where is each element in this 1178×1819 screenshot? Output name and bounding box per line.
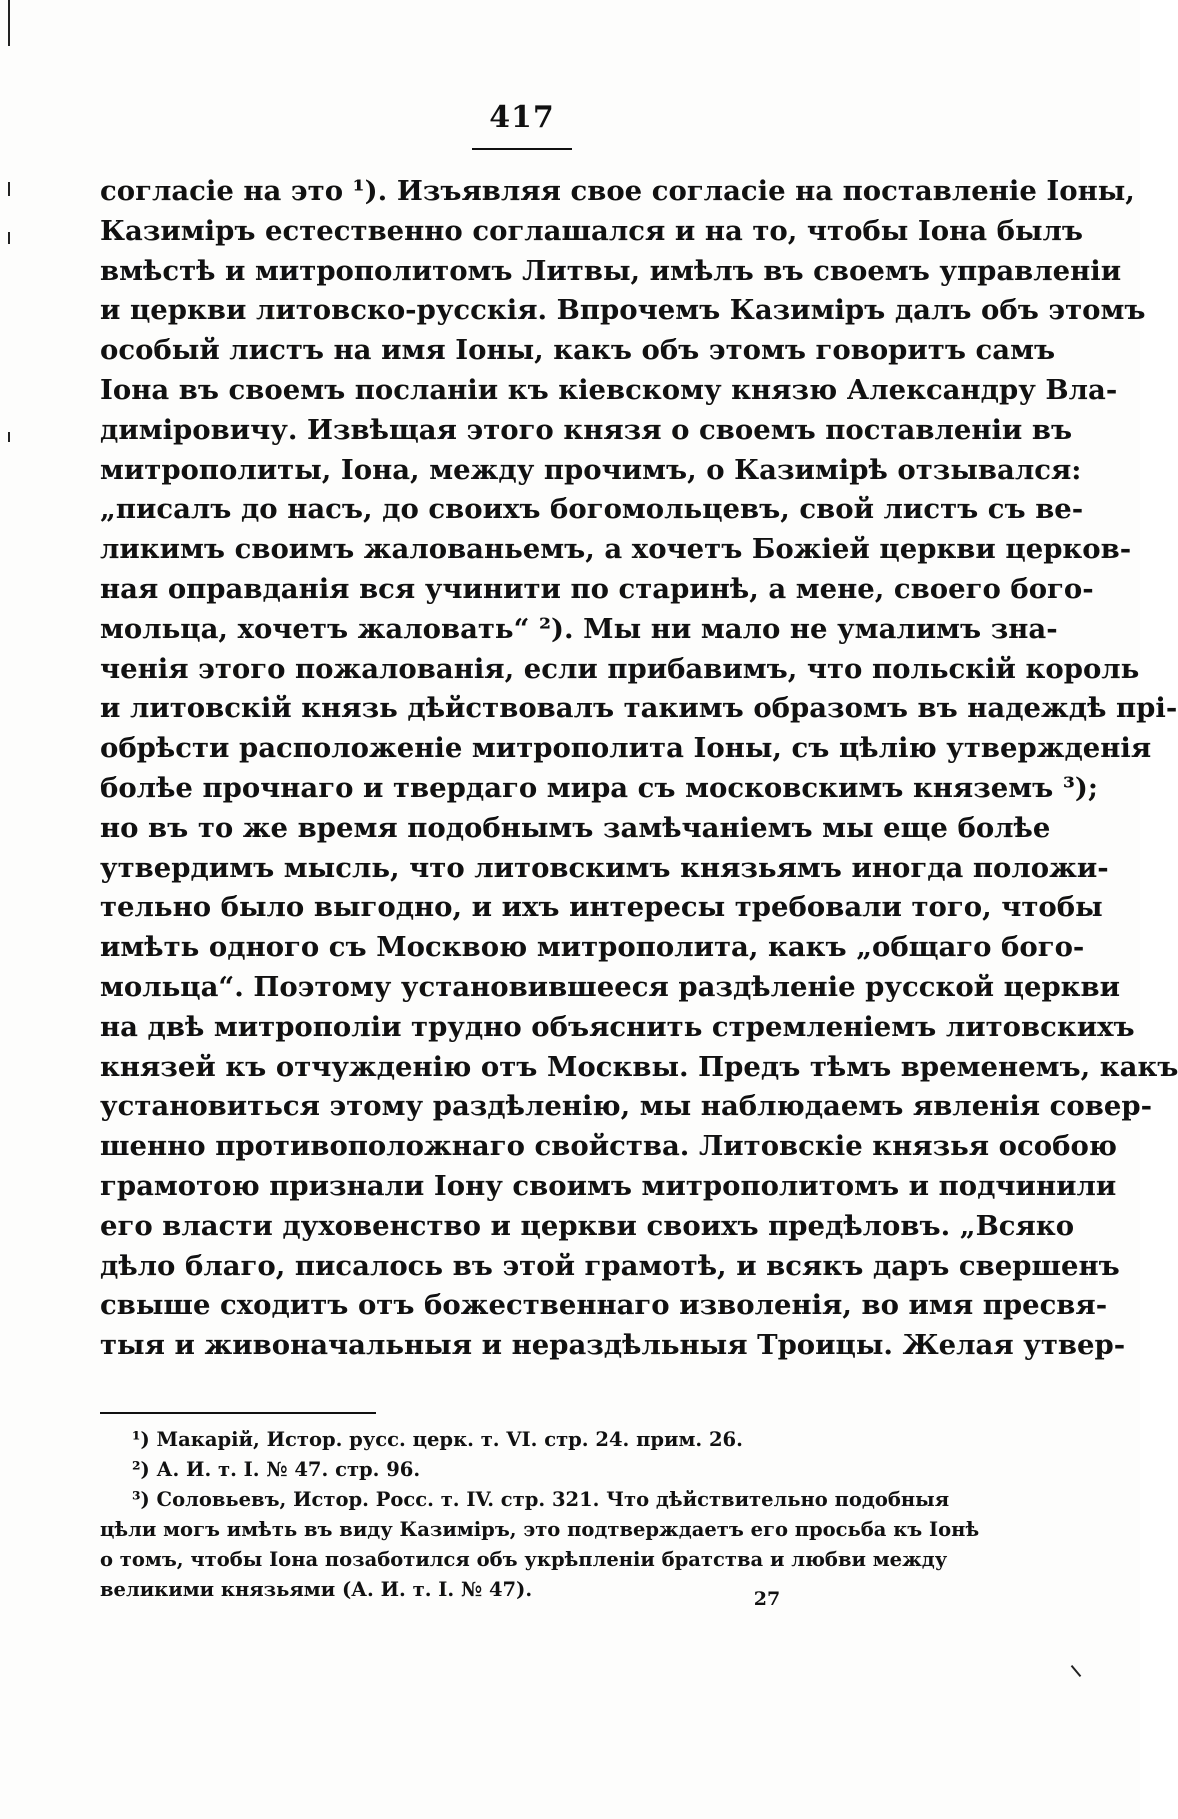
footnote-line: цѣли могъ имѣть въ виду Казиміръ, это подтверждаетъ его просьба къ Іонѣ	[100, 1518, 980, 1541]
text-line: установиться этому раздѣленію, мы наблюдаемъ явленія совер-	[100, 1090, 1152, 1123]
text-line: согласіе на это ¹). Изъявляя свое согласіе на поставленіе Іоны,	[100, 175, 1135, 207]
text-line: но въ то же время подобнымъ замѣчаніемъ мы еще болѣе	[100, 811, 1051, 844]
text-line: обрѣсти расположеніе митрополита Іоны, съ цѣлію утвержденія	[100, 732, 1152, 765]
footnote-line: о томъ, чтобы Іона позаботился объ укрѣпленіи братства и любви между	[100, 1548, 948, 1571]
footnote-line: великими князьями (А. И. т. I. № 47).	[100, 1578, 533, 1601]
footnotes	[100, 1425, 980, 1605]
text-line: его власти духовенство и церкви своихъ предѣловъ. „Всяко	[100, 1209, 1075, 1242]
text-line: князей къ отчужденію отъ Москвы. Предъ тѣмъ временемъ, какъ	[100, 1050, 1178, 1083]
margin-mark	[8, 232, 10, 244]
margin-mark	[8, 432, 10, 442]
text-line: ченія этого пожалованія, если прибавимъ, что польскій король	[100, 652, 1140, 685]
footnote-line: ¹) Макарій, Истор. русс. церк. т. VI. стр. 24. прим. 26.	[132, 1428, 743, 1451]
margin-mark	[8, 0, 10, 46]
footnote-line: ³) Соловьевъ, Истор. Росс. т. IV. стр. 321. Что дѣйствительно подобныя	[132, 1488, 950, 1511]
text-line: особый листъ на имя Іоны, какъ объ этомъ говоритъ самъ	[100, 334, 1056, 367]
main-text	[100, 172, 1178, 1366]
margin-mark	[1071, 1665, 1082, 1677]
page-number: 417	[489, 100, 555, 135]
text-line: грамотою признали Іону своимъ митрополитомъ и подчинили	[100, 1169, 1117, 1202]
text-line: и церкви литовско-русскія. Впрочемъ Казиміръ далъ объ этомъ	[100, 294, 1146, 327]
footnote-line: ²) А. И. т. I. № 47. стр. 96.	[132, 1458, 421, 1481]
text-line: тельно было выгодно, и ихъ интересы требовали того, чтобы	[100, 891, 1103, 924]
text-line: свыше сходитъ отъ божественнаго изволенія, во имя пресвя-	[100, 1289, 1108, 1322]
text-line: дѣло благо, писалось въ этой грамотѣ, и всякъ даръ свершенъ	[100, 1249, 1120, 1282]
text-line: Казиміръ естественно соглашался и на то, чтобы Іона былъ	[100, 214, 1084, 247]
text-line: Іона въ своемъ посланіи къ кіевскому князю Александру Вла-	[100, 373, 1118, 406]
text-line: и литовскій князь дѣйствовалъ такимъ образомъ въ надеждѣ прі-	[100, 692, 1178, 725]
text-line: на двѣ митрополіи трудно объяснить стремленіемъ литовскихъ	[100, 1010, 1135, 1043]
footnote-separator	[100, 1412, 376, 1414]
text-line: ликимъ своимъ жалованьемъ, а хочетъ Божіей церкви церков-	[100, 533, 1132, 566]
text-line: митрополиты, Іона, между прочимъ, о Казимірѣ отзывался:	[100, 453, 1082, 486]
text-line: утвердимъ мысль, что литовскимъ князьямъ иногда положи-	[100, 851, 1109, 884]
page-number-rule	[472, 148, 572, 150]
text-line: мольца, хочетъ жаловать“ ²). Мы ни мало не умалимъ зна-	[100, 612, 1058, 645]
text-line: вмѣстѣ и митрополитомъ Литвы, имѣлъ въ своемъ управленіи	[100, 254, 1122, 287]
text-line: имѣть одного съ Москвою митрополита, какъ „общаго бого-	[100, 931, 1085, 964]
text-line: мольца“. Поэтому установившееся раздѣленіе русской церкви	[100, 970, 1121, 1003]
text-line: „писалъ до насъ, до своихъ богомольцевъ, свой листъ съ ве-	[100, 493, 1084, 526]
margin-mark	[8, 182, 10, 196]
printer-signature-mark: 27	[753, 1588, 781, 1610]
text-line: тыя и живоначальныя и нераздѣльныя Троицы. Желая утвер-	[100, 1329, 1126, 1362]
text-line: шенно противоположнаго свойства. Литовскіе князья особою	[100, 1130, 1117, 1163]
text-line: диміровичу. Извѣщая этого князя о своемъ поставленіи въ	[100, 413, 1073, 446]
text-line: ная оправданія вся учинити по старинѣ, а мене, своего бого-	[100, 572, 1094, 605]
text-line: болѣе прочнаго и твердаго мира съ московскимъ княземъ ³);	[100, 771, 1099, 804]
